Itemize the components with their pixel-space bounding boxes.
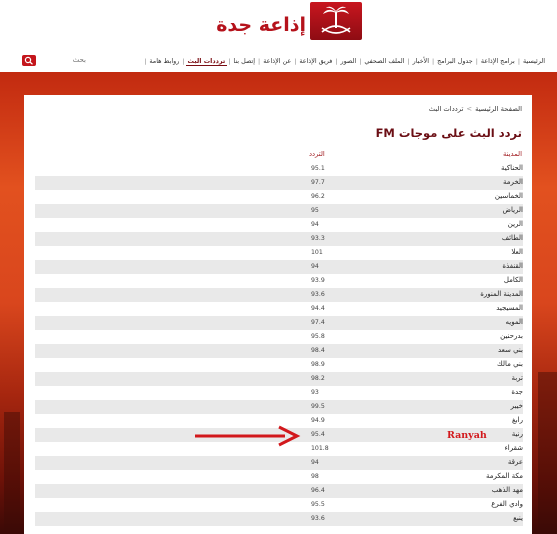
frequency-cell: 99.5: [311, 403, 325, 410]
search-input[interactable]: [40, 53, 96, 67]
frequency-cell: 95.8: [311, 333, 325, 340]
city-cell: عرقة: [507, 458, 523, 466]
city-cell: مهد الذهب: [491, 486, 523, 494]
nav-separator: |: [182, 57, 185, 65]
city-cell: الكامل: [503, 276, 523, 284]
nav-item[interactable]: روابط هامة: [149, 57, 180, 65]
nav-separator: |: [228, 57, 231, 65]
table-row: [35, 330, 523, 344]
table-row: [35, 246, 523, 260]
frequency-cell: 94: [311, 221, 319, 228]
table-row: [35, 470, 523, 484]
nav-item[interactable]: الرئيسية: [522, 57, 545, 65]
city-cell: ينبع: [513, 514, 523, 522]
table-row: [35, 400, 523, 414]
nav-separator: |: [431, 57, 435, 65]
city-cell: بدرحنين: [500, 332, 523, 340]
frequency-cell: 93.9: [311, 277, 325, 284]
page-title: تردد البث على موجات FM: [375, 126, 522, 140]
city-cell: وادي الفرع: [491, 500, 523, 508]
nav-separator: |: [294, 57, 297, 65]
city-cell: الحناكية: [500, 164, 523, 172]
table-row: [35, 288, 523, 302]
city-cell: القنفذة: [502, 262, 523, 270]
breadcrumb: [429, 105, 522, 113]
frequency-cell: 94: [311, 459, 319, 466]
city-cell: جدة: [511, 388, 523, 396]
frequency-cell: 94.4: [311, 305, 325, 312]
palm-swords-emblem-icon: [310, 2, 362, 40]
table-row: [35, 372, 523, 386]
nav-separator: |: [475, 57, 478, 65]
table-row: [35, 316, 523, 330]
city-cell: بني سعد: [497, 346, 523, 354]
city-cell: خيبر: [510, 402, 523, 410]
frequency-cell: 95.4: [311, 431, 325, 438]
city-cell: الرياض: [502, 206, 523, 214]
nav-separator: |: [517, 57, 520, 65]
city-cell: مكة المكرمة: [486, 472, 523, 480]
nav-item[interactable]: برامج الإذاعة: [480, 57, 515, 65]
frequency-cell: 94: [311, 263, 319, 270]
table-row: [35, 456, 523, 470]
city-cell: الخرمة: [503, 178, 523, 186]
breadcrumb-current: ترددات البث: [428, 105, 464, 113]
site-logo[interactable]: [198, 2, 363, 42]
nav-item[interactable]: فريق الإذاعة: [299, 57, 333, 65]
table-row: [35, 176, 523, 190]
frequency-cell: 98.4: [311, 347, 325, 354]
table-row: [35, 302, 523, 316]
nav-separator: |: [359, 57, 362, 65]
city-cell: العلا: [511, 248, 523, 256]
frequency-cell: 93.3: [311, 235, 325, 242]
table-row: [35, 498, 523, 512]
frequency-cell: 93.6: [311, 515, 325, 522]
city-cell: المسيجيد: [496, 304, 523, 312]
column-header-city: المدينة: [502, 150, 522, 158]
frequency-cell: 96.4: [311, 487, 325, 494]
city-cell: بني مالك: [496, 360, 523, 368]
logo-text: إذاعة جدة: [216, 14, 306, 36]
frequency-cell: 97.7: [311, 179, 325, 186]
city-cell: الرين: [507, 220, 523, 228]
table-row: [35, 274, 523, 288]
table-row: [35, 386, 523, 400]
nav-item[interactable]: عن الإذاعة: [263, 57, 292, 65]
city-cell: شقراء: [504, 444, 523, 452]
nav-item[interactable]: جدول البرامج: [437, 57, 473, 65]
city-cell: تربة: [511, 374, 523, 382]
breadcrumb-separator: >: [466, 105, 473, 113]
arrow-right-icon: [193, 425, 303, 447]
table-row: [35, 190, 523, 204]
main-nav: [143, 54, 547, 68]
table-row: [35, 232, 523, 246]
column-header-frequency: التردد: [309, 150, 325, 158]
nav-separator: |: [407, 57, 410, 65]
city-cell: رنية: [511, 430, 523, 438]
frequency-cell: 93.6: [311, 291, 325, 298]
city-cell: المدينة المنورة: [480, 290, 523, 298]
nav-item[interactable]: إتصل بنا: [233, 57, 256, 65]
content-panel: [24, 95, 532, 534]
background-silhouette-left: [4, 412, 20, 534]
table-row: [35, 204, 523, 218]
nav-item[interactable]: الملف الصحفي: [364, 57, 405, 65]
city-cell: رابغ: [512, 416, 523, 424]
frequency-cell: 101.8: [311, 445, 329, 452]
background-silhouette-right: [538, 372, 557, 534]
table-row: [35, 162, 523, 176]
nav-separator: |: [335, 57, 338, 65]
table-row: [35, 344, 523, 358]
frequency-cell: 98.9: [311, 361, 325, 368]
frequency-cell: 95.5: [311, 501, 325, 508]
nav-separator: |: [144, 57, 147, 65]
table-row: [35, 512, 523, 526]
site-header: [0, 0, 557, 72]
frequency-cell: 96.2: [311, 193, 325, 200]
frequency-cell: 94.9: [311, 417, 325, 424]
frequency-cell: 98.2: [311, 375, 325, 382]
frequency-cell: 95.1: [311, 165, 325, 172]
frequency-table: [35, 162, 523, 526]
table-row: [35, 484, 523, 498]
frequency-cell: 93: [311, 389, 319, 396]
frequency-cell: 97.4: [311, 319, 325, 326]
city-cell: الخماسين: [494, 192, 523, 200]
search-icon: [24, 56, 34, 65]
frequency-cell: 95: [311, 207, 319, 214]
nav-item[interactable]: الأخبار: [412, 57, 429, 65]
table-row: [35, 358, 523, 372]
table-row: [35, 218, 523, 232]
breadcrumb-home[interactable]: الصفحة الرئيسية: [475, 105, 522, 113]
nav-item[interactable]: الصور: [340, 57, 357, 65]
city-cell: الطائف: [501, 234, 523, 242]
annotation-label: Ranyah: [447, 430, 487, 441]
table-row: [35, 260, 523, 274]
frequency-cell: 98: [311, 473, 319, 480]
city-cell: المويه: [505, 318, 523, 326]
nav-separator: |: [258, 57, 261, 65]
frequency-cell: 101: [311, 249, 323, 256]
nav-item[interactable]: ترددات البث: [187, 56, 226, 65]
search-button[interactable]: [22, 55, 36, 66]
